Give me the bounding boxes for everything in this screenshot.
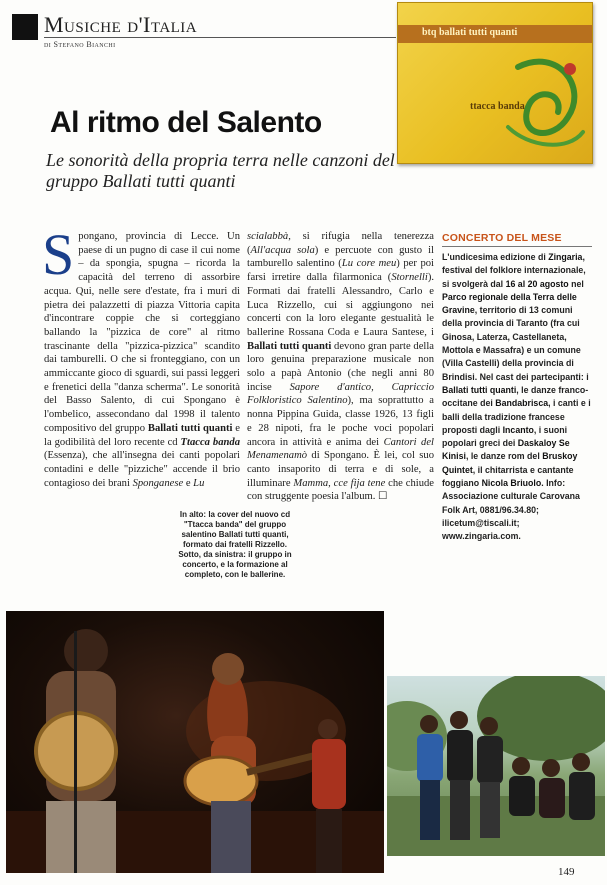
author-byline: di Stefano Bianchi — [44, 40, 116, 49]
sidebar-concerto — [442, 232, 602, 544]
section-marker — [12, 14, 38, 40]
sidebar-rule — [442, 246, 592, 247]
article-subhead: Le sonorità della propria terra nelle canzoni del gruppo Ballati tutti quanti — [46, 150, 395, 191]
group-photo — [387, 676, 605, 856]
sidebar-body: L'undicesima edizione di Zingaria, festival del folklore internazionale, si svolgerà dal 16 al 20 agosto nel Parco regionale della Terra delle Gravine, territorio di 13 comuni della provincia di Taranto (fra cui Ginosa, Laterza, Castellaneta, Mottola e Massafra) e un comune (Villa Castelli) della provincia di Brindisi. Nel cast dei partecipanti: i Ballati tutti quanti, le danze franco-occitane dei Bandabrisca, i canti e i balli della tradizione francese proposti dagli Incanto, i suoni popolari greci dei Daskaloy Se Kinisi, le danze rom del Bruskoy Quintet, il chitarrista e cantante foggiano Nicola Briuolo. Info: Associazione culturale Carovana Folk Art, 0881/96.34.80; ilicetum@tiscali.it; www.zingaria.com. — [442, 252, 591, 542]
article-column-2: scialabbà, si rifugia nella tenerezza (All'acqua sola) e percuote con gusto il tamburello salentino (Lu core meu) per poi farsi irretire dalla filarmonica (Stornelli). Formati dai fratelli Alessandro, Carlo e Luca Rizzello, cui si aggiungono nei concerti con la loro elegante gestualità le ballerine Rossana Coda e Laura Santese, i Ballati tutti quanti devono gran parte della loro genuina preparazione musicale non solo a papà Antonio (che negli anni 80 incise Sapore d'antico, Capriccio Folkloristico Salentino), ma soprattutto a nonna Pippina Guida, classe 1926, 13 figli e 28 nipoti, fra le poche voci popolari ancora in attività e anima dei Cantori del Menamenamò di Spongano. È lei, col suo canto insaporito di terra e di sole, a illuminare Mamma, cce fija tene che chiude con struggente poesia l'album. ☐ — [247, 231, 434, 503]
concert-photo — [6, 611, 384, 873]
sidebar-title: CONCERTO DEL MESE — [442, 232, 562, 244]
section-title: Musiche d'Italia — [44, 12, 198, 37]
article-headline: Al ritmo del Salento — [50, 106, 322, 139]
header-rule — [44, 37, 396, 38]
cd-cover-image — [397, 2, 593, 164]
cd-subtitle: ttacca banda — [470, 101, 525, 112]
page-number: 149 — [558, 866, 575, 878]
cd-title: btq ballati tutti quanti — [422, 27, 518, 38]
photo-caption: In alto: la cover del nuovo cd "Ttacca banda" del gruppo salentino Ballati tutti quanti, formato dai fratelli Rizzello. Sotto, da sinistra: il gruppo in concerto, e la formazione al completo, con le ballerine. — [178, 510, 292, 579]
drop-cap: S — [42, 222, 75, 287]
group-photo-art — [387, 676, 605, 856]
concert-photo-art — [6, 611, 384, 873]
article-column-1: Spongano, provincia di Lecce. Un paese di un pugno di case il cui nome – da spongia, spugna – ricorda la capacità del terreno di assorbire acqua. Qui, nelle sere d'estate, fra i muri di pietra dei palazzetti di piazza Vittoria capita d'incontrare coppie che si corteggiano ballando la "pizzica de core" al ritmo trascinante della "pizzica-pizzica" scandito dai tamburelli. O che si fronteggiano, con un ammiccante gioco di sguardi, sui passi leggeri e frenetici della "danza scherma". Le sonorità del Basso Salento, di cui Spongano è l'ombelico, assecondano dal 1998 il talento compositivo del gruppo Ballati tutti quanti e la godibilità del loro recente cd Ttacca banda (Essenza), che all'insegna dei canti popolari contadini e delle "pizziche" accende il brio contagioso dei brani Sponganese e Lu — [42, 222, 240, 489]
